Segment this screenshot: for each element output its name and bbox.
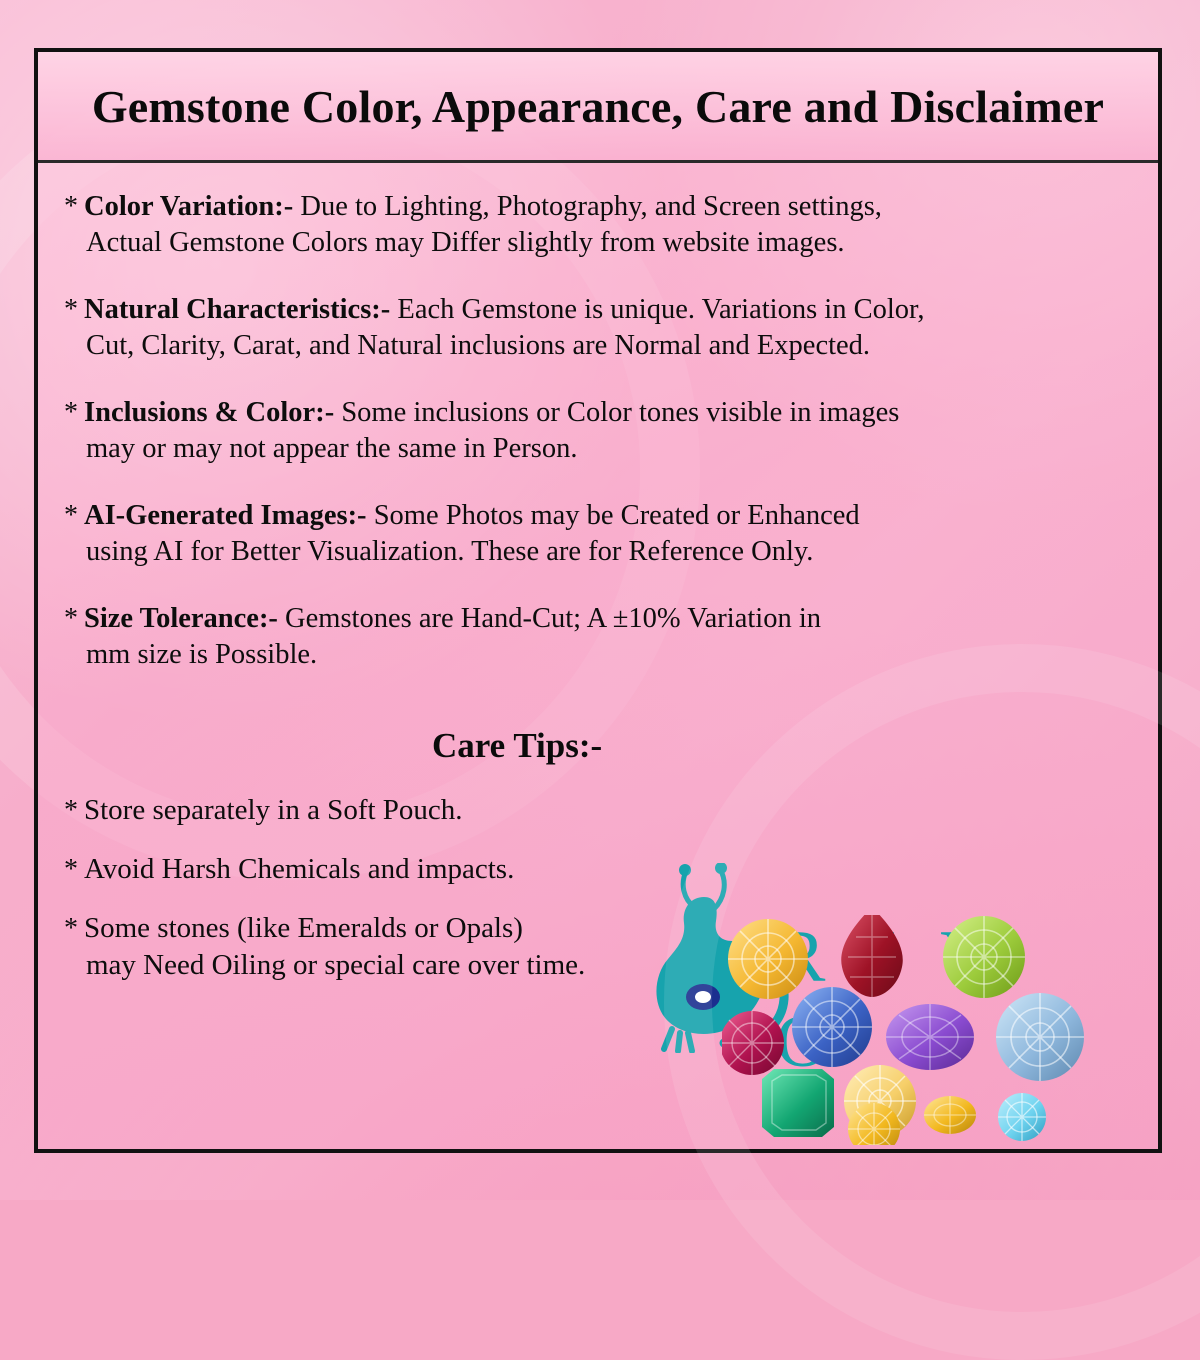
- list-item: [64, 601, 1132, 674]
- care-tips-heading: Care Tips:-: [432, 725, 603, 765]
- list-item-heading: Natural Characteristics:-: [84, 293, 391, 325]
- bullet-star-icon: *: [64, 853, 78, 885]
- bullet-star-icon: *: [64, 912, 78, 944]
- bullet-star-icon: *: [64, 293, 78, 325]
- list-item-continuation: may Need Oiling or special care over time.: [86, 949, 586, 982]
- list-item-heading: Size Tolerance:-: [84, 602, 278, 634]
- bullet-star-icon: *: [64, 602, 78, 634]
- list-item: [64, 292, 1132, 365]
- care-tips-row: [64, 704, 1132, 790]
- bullet-star-icon: *: [64, 794, 78, 826]
- list-item-text: Due to Lighting, Photography, and Screen settings,: [293, 191, 882, 222]
- list-item-heading: Inclusions & Color:-: [84, 396, 335, 428]
- list-item-continuation: using AI for Better Visualization. These are for Reference Only.: [86, 536, 814, 568]
- page-title: Gemstone Color, Appearance, Care and Disclaimer: [91, 80, 1105, 132]
- list-item-continuation: mm size is Possible.: [86, 639, 318, 671]
- list-item-text: Avoid Harsh Chemicals and impacts.: [84, 852, 515, 885]
- list-item-text: Some stones (like Emeralds or Opals): [84, 911, 523, 944]
- list-item: [64, 498, 1132, 571]
- list-item-continuation: Cut, Clarity, Carat, and Natural inclusions are Normal and Expected.: [86, 330, 871, 362]
- list-item: [64, 189, 1132, 262]
- disclaimer-card: [34, 48, 1162, 1153]
- list-item-continuation: Actual Gemstone Colors may Differ slightly from website images.: [86, 227, 845, 259]
- gemstones-cluster-icon: [722, 915, 1142, 1145]
- list-item-text: Store separately in a Soft Pouch.: [84, 793, 463, 826]
- list-item: [64, 851, 1132, 888]
- bullet-star-icon: *: [64, 499, 78, 531]
- title-band: [38, 52, 1158, 163]
- bullet-star-icon: *: [64, 191, 78, 222]
- body-area: [38, 163, 1158, 1153]
- list-item-heading: Color Variation:-: [84, 191, 294, 222]
- list-item-text: Each Gemstone is unique. Variations in Color,: [390, 293, 925, 325]
- list-item-continuation: may or may not appear the same in Person.: [86, 433, 578, 465]
- list-item: [64, 395, 1132, 468]
- list-item-text: Gemstones are Hand-Cut; A ±10% Variation in: [277, 602, 821, 634]
- bullet-star-icon: *: [64, 396, 78, 428]
- list-item-heading: AI-Generated Images:-: [84, 499, 367, 531]
- list-item-text: Some Photos may be Created or Enhanced: [366, 499, 860, 531]
- list-item: [64, 792, 1132, 829]
- list-item-text: Some inclusions or Color tones visible in images: [334, 396, 900, 428]
